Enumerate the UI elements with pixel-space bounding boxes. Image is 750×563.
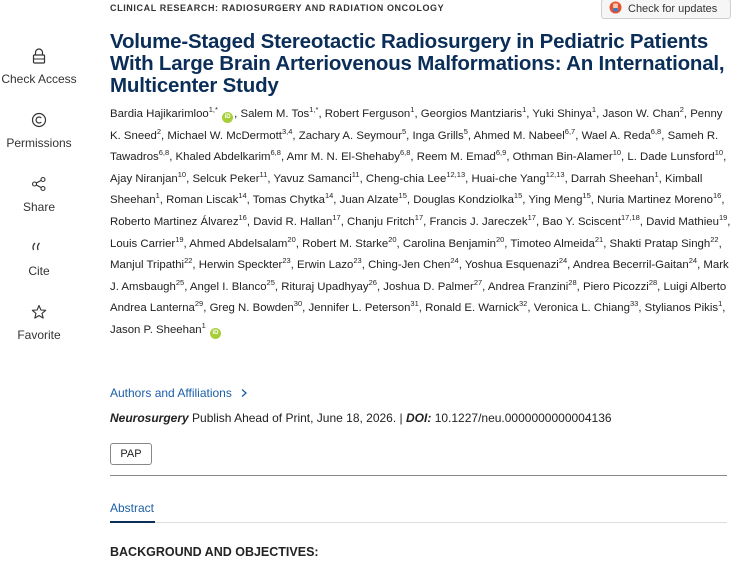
author-name[interactable]: Michael W. McDermott [167, 129, 282, 142]
journal-name: Neurosurgery [110, 411, 189, 425]
author-affiliation-number: 3,4 [281, 126, 293, 136]
publication-status: Publish Ahead of Print, June 18, 2026. [192, 411, 397, 425]
author-affiliation-number: 1,* [208, 105, 218, 115]
author-affiliation-number: 15 [582, 191, 591, 201]
author-affiliation-number: 6,9 [495, 148, 507, 158]
author-name[interactable]: Andrea Becerril-Gaitan [572, 259, 689, 272]
author-name[interactable]: Louis Carrier [110, 237, 176, 250]
author-affiliation-number: 11 [259, 169, 268, 179]
permissions-label: Permissions [6, 136, 72, 150]
author-name[interactable]: Erwin Lazo [297, 259, 354, 272]
author-affiliation-number: 1 [155, 191, 160, 201]
author-affiliation-number: 10 [612, 148, 622, 158]
author-name[interactable]: Cheng-chia Lee [365, 172, 447, 185]
author-affiliation-number: 24 [688, 256, 698, 266]
author-name[interactable]: Ronald E. Warnick [425, 302, 520, 315]
author-affiliation-number: 1 [522, 105, 527, 115]
author-affiliation-number: 6,8 [399, 148, 411, 158]
author-affiliation-number: 11 [351, 169, 360, 179]
favorite-label: Favorite [17, 328, 61, 342]
author-name[interactable]: Darrah Sheehan [570, 172, 655, 185]
chevron-right-icon [235, 386, 249, 400]
author-name[interactable]: Joshua D. Palmer [383, 280, 474, 293]
check-access-button[interactable] [0, 48, 78, 88]
author-affiliation-number: 12,13 [545, 169, 565, 179]
author-affiliation-number: 12,13 [446, 169, 466, 179]
author-affiliation-number: 17 [527, 213, 536, 223]
author-name[interactable]: Mark J. Amsbaugh [110, 259, 729, 293]
star-icon [0, 304, 78, 322]
author-affiliation-number: 6,7 [564, 126, 576, 136]
author-name[interactable]: Ahmed Abdelsalam [189, 237, 288, 250]
share-icon [0, 176, 78, 194]
author-name[interactable]: Wael A. Reda [581, 129, 651, 142]
orcid-icon[interactable]: iD [210, 328, 221, 339]
author-name[interactable]: Chanju Fritch [347, 215, 415, 228]
copyright-icon [0, 112, 78, 130]
author-affiliation-number: 31 [410, 299, 419, 309]
author-name[interactable]: Salem M. Tos [240, 108, 310, 120]
author-affiliation-number: 14 [238, 191, 247, 201]
author-name[interactable]: Luigi Alberto Andrea Lanterna [110, 280, 727, 315]
author-name[interactable]: Carolina Benjamin [402, 237, 496, 250]
author-name[interactable]: Amr M. N. El-Shehaby [286, 151, 400, 164]
author-name[interactable]: Othman Bin-Alamer [512, 151, 613, 164]
author-affiliation-number: 29 [194, 299, 204, 309]
author-name[interactable]: Yavuz Samanci [273, 172, 352, 185]
author-name[interactable]: Tomas Chytka [252, 194, 325, 207]
author-affiliation-number: 19 [175, 234, 184, 244]
author-affiliation-number: 24 [450, 256, 459, 266]
author-name[interactable]: Nuria Martinez Moreno [597, 194, 713, 207]
author-affiliation-number: 1 [591, 105, 597, 115]
author-name[interactable]: Ying Meng [528, 194, 583, 207]
author-name[interactable]: Yuki Shinya [532, 108, 592, 120]
author-affiliation-number: 6,8 [650, 126, 662, 136]
author-name[interactable]: Robert M. Starke [302, 237, 389, 250]
author-affiliation-number: 17,18 [621, 213, 640, 223]
author-name[interactable]: Ahmed M. Nabeel [473, 129, 565, 142]
author-affiliation-number: 28 [648, 277, 658, 287]
author-affiliation-number: 22 [710, 234, 719, 244]
author-name[interactable]: Roman Liscak [166, 194, 239, 207]
author-affiliation-number: 1,* [309, 105, 319, 115]
author-list: Bardia Hajikarimloo$^{1,*}$ iD , Salem M. Tos$^{1,*}$, Robert Ferguson$^1$, Georgios Mantziaris$^1$, Yuki Shinya$^1$, Jason W. Chan$^2$, Penny K. Sneed$^2$, Michael W. McDermott$^{3,4}$, Zachary A. Seymour$^5$, Inga Grills$^5$, Ahmed M. Nabeel$^{6,7}$, Wael A. Reda$^{6,8}$, Sameh R. Tawadros$^{6,8}$, Khaled Abdelkarim$^{6,8}$, Amr M. N. El-Shehaby$^{6,8}$, Reem M. Emad$^{6,9}$, Othman Bin-Alamer$^{10}$, L. Dade Lunsford$^{10}$, Ajay Niranjan$^{10}$, Selcuk Peker$^{11}$, Yavuz Samanci$^{11}$, Cheng-chia Lee$^{12,13}$, Huai-che Yang$^{12,13}$, Darrah Sheehan$^1$, Kimball Sheehan$^1$, Roman Liscak$^{14}$, Tomas Chytka$^{14}$, Juan Alzate$^{15}$, Douglas Kondziolka$^{15}$, Ying Meng$^{15}$, Nuria Martinez Moreno$^{16}$, Roberto Martinez Álvarez$^{16}$, David R. Hallan$^{17}$, Chanju Fritch$^{17}$, Francis J. Jareczek$^{17}$, Bao Y. Sciscent$^{17,18}$, David Mathieu$^{19}$, Louis Carrier$^{19}$, Ahmed Abdelsalam$^{20}$, Robert M. Starke$^{20}$, Carolina Benjamin$^{20}$, Timoteo Almeida$^{21}$, Shakti Pratap Singh$^{22}$, Manjul Tripathi$^{22}$, Herwin Speckter$^{23}$, Erwin Lazo$^{23}$, Ching-Jen Chen$^{24}$, Yoshua Esquenazi$^{24}$, Andrea Becerril-Gaitan$^{24}$, Mark J. Amsbaugh$^{25}$, Angel I. Blanco$^{25}$, Rituraj Upadhyay$^{26}$, Joshua D. Palmer$^{27}$, Andrea Franzini$^{28}$, Piero Picozzi$^{28}$, Luigi Alberto Andrea Lanterna$^{29}$, Greg N. Bowden$^{30}$, Jennifer L. Peterson$^{31}$, Ronald E. Warnick$^{32}$, Veronica L. Chiang$^{33}$, Stylianos Pikis$^1$, Jason P. Sheehan$^1$ iD [110, 104, 735, 342]
author-affiliation-number: 20 [495, 234, 505, 244]
cite-button[interactable] [0, 240, 78, 280]
authors-and-affiliations-link[interactable] [110, 386, 249, 400]
author-name[interactable]: Huai-che Yang [471, 172, 546, 185]
author-affiliation-number: 20 [287, 234, 296, 244]
author-name[interactable]: Shakti Pratap Singh [609, 237, 711, 250]
author-affiliation-number: 5 [401, 126, 407, 136]
author-name[interactable]: Penny K. Sneed [110, 108, 723, 142]
article-title: Volume-Staged Stereotactic Radiosurgery in Pediatric Patients With Large Brain Arteriovenous Malformations: An International, Multicenter Study [110, 30, 725, 97]
author-name[interactable]: Veronica L. Chiang [533, 302, 630, 315]
author-affiliation-number: 22 [184, 256, 193, 266]
author-affiliation-number: 30 [293, 299, 303, 309]
author-name[interactable]: Kimball Sheehan [110, 172, 703, 207]
author-name[interactable]: Ching-Jen Chen [368, 259, 451, 272]
section-heading: BACKGROUND AND OBJECTIVES: [110, 545, 319, 559]
tab-abstract[interactable]: Abstract [110, 501, 155, 515]
author-name[interactable]: Jason W. Chan [602, 108, 680, 120]
author-name[interactable]: David Mathieu [646, 215, 719, 228]
author-affiliation-number: 5 [463, 126, 468, 136]
author-affiliation-number: 6,8 [158, 148, 170, 158]
author-name[interactable]: Inga Grills [412, 129, 464, 142]
author-name[interactable]: Georgios Mantziaris [420, 108, 523, 120]
author-affiliation-number: 2 [679, 105, 684, 115]
author-affiliation-number: 1 [201, 321, 206, 331]
cite-label: Cite [28, 264, 50, 278]
author-name[interactable]: Yoshua Esquenazi [464, 259, 559, 272]
tab-bar-divider [110, 522, 727, 523]
author-name[interactable]: Herwin Speckter [198, 259, 283, 272]
share-label: Share [22, 200, 56, 214]
author-name[interactable]: Douglas Kondziolka [413, 194, 514, 207]
author-affiliation-number: 33 [629, 299, 639, 309]
orcid-icon[interactable]: iD [222, 112, 233, 123]
crossmark-icon [609, 1, 622, 17]
author-affiliation-number: 16 [238, 213, 247, 223]
author-affiliation-number: 6,8 [270, 148, 281, 158]
author-affiliation-number: 16 [712, 191, 722, 201]
divider [110, 475, 727, 476]
check-for-updates-button[interactable] [601, 0, 731, 19]
author-name[interactable]: Bao Y. Sciscent [542, 215, 622, 228]
author-name[interactable]: Jennifer L. Peterson [308, 302, 411, 315]
doi-label: DOI: [406, 411, 432, 425]
author-affiliation-number: 24 [558, 256, 568, 266]
author-name[interactable]: Timoteo Almeida [510, 237, 595, 250]
author-name[interactable]: Stylianos Pikis [644, 302, 719, 315]
pap-badge[interactable]: PAP [110, 443, 152, 465]
author-name[interactable]: Roberto Martinez Álvarez [110, 215, 239, 228]
authors-and-affiliations-label: Authors and Affiliations [110, 386, 232, 400]
author-affiliation-number: 26 [368, 277, 377, 287]
author-name[interactable]: Rituraj Upadhyay [281, 280, 369, 293]
author-name[interactable]: Francis J. Jareczek [429, 215, 528, 228]
author-name[interactable]: Zachary A. Seymour [298, 129, 402, 142]
active-tab-indicator [110, 521, 155, 523]
author-name[interactable]: Piero Picozzi [582, 280, 649, 293]
author-affiliation-number: 28 [568, 277, 577, 287]
quote-icon [0, 240, 78, 258]
author-name[interactable]: Robert Ferguson [324, 108, 411, 120]
author-name[interactable]: Angel I. Blanco [189, 280, 267, 293]
author-name[interactable]: Sameh R. Tawadros [110, 129, 719, 164]
author-affiliation-number: 17 [332, 213, 341, 223]
author-affiliation-number: 23 [282, 256, 291, 266]
citation-line [110, 411, 612, 425]
author-name[interactable]: Khaled Abdelkarim [175, 151, 271, 164]
author-name[interactable]: David R. Hallan [253, 215, 333, 228]
author-name[interactable]: Greg N. Bowden [209, 302, 294, 315]
author-affiliation-number: 32 [519, 299, 528, 309]
check-for-updates-label: Check for updates [628, 3, 718, 15]
share-button[interactable] [0, 176, 78, 216]
author-affiliation-number: 17 [414, 213, 424, 223]
article-category: CLINICAL RESEARCH: RADIOSURGERY AND RADIATION ONCOLOGY [110, 3, 445, 13]
author-name[interactable]: Juan Alzate [339, 194, 399, 207]
author-affiliation-number: 25 [175, 277, 185, 287]
author-name[interactable]: Selcuk Peker [192, 172, 260, 185]
author-name[interactable]: Jason P. Sheehan [110, 323, 202, 336]
author-affiliation-number: 20 [388, 234, 397, 244]
author-affiliation-number: 19 [718, 213, 728, 223]
lock-icon [0, 48, 78, 66]
author-affiliation-number: 25 [266, 277, 275, 287]
author-affiliation-number: 2 [156, 126, 162, 136]
author-name[interactable]: Bardia Hajikarimloo [110, 108, 209, 120]
author-name[interactable]: Andrea Franzini [487, 280, 569, 293]
permissions-button[interactable] [0, 112, 78, 152]
author-affiliation-number: 1 [718, 299, 723, 309]
author-affiliation-number: 27 [473, 277, 483, 287]
doi-value: 10.1227/neu.0000000000004136 [434, 411, 612, 425]
author-affiliation-number: 1 [410, 105, 415, 115]
author-name[interactable]: Ajay Niranjan [110, 172, 178, 185]
author-name[interactable]: Manjul Tripathi [110, 259, 185, 272]
author-affiliation-number: 1 [654, 169, 659, 179]
check-access-label: Check Access [1, 72, 77, 86]
author-affiliation-number: 15 [513, 191, 523, 201]
author-affiliation-number: 14 [324, 191, 334, 201]
author-affiliation-number: 10 [177, 169, 187, 179]
citation-separator: | [399, 411, 406, 425]
author-affiliation-number: 15 [398, 191, 407, 201]
author-name[interactable]: L. Dade Lunsford [627, 151, 715, 164]
author-affiliation-number: 23 [353, 256, 362, 266]
favorite-button[interactable] [0, 304, 78, 344]
author-affiliation-number: 21 [594, 234, 604, 244]
author-affiliation-number: 10 [714, 148, 724, 158]
author-name[interactable]: Reem M. Emad [416, 151, 496, 164]
